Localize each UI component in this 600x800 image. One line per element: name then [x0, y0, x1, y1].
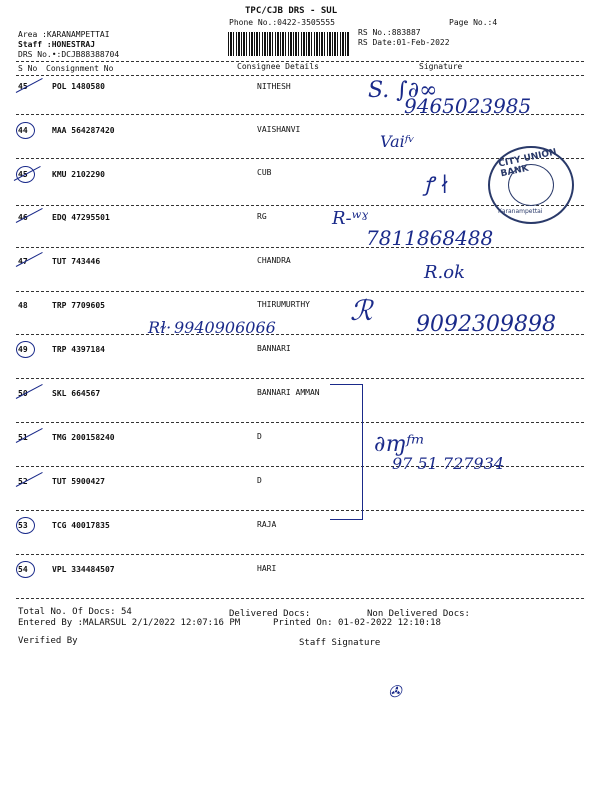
- row-consignment: TMG 200158240: [52, 433, 115, 442]
- delivered-docs: Delivered Docs:: [229, 609, 311, 619]
- handwritten-signature: S. ∫∂∞: [368, 78, 438, 103]
- row-consignee: BANNARI AMMAN: [257, 388, 320, 397]
- row-sno: 50: [18, 389, 28, 398]
- phone-number: Phone No.:0422-3505555: [229, 18, 335, 27]
- handwritten-signature: Vaiᶠᵛ: [380, 132, 415, 151]
- row-consignment: MAA 564287420: [52, 126, 115, 135]
- pen-circle-mark: [16, 517, 35, 534]
- total-docs: Total No. Of Docs: 54: [18, 607, 132, 617]
- barcode: [228, 32, 350, 56]
- row-consignee: NITHESH: [257, 82, 291, 91]
- row-sno: 48: [18, 301, 28, 310]
- pen-circle-mark: [16, 561, 35, 578]
- handwritten-signature: ℛ: [350, 294, 373, 327]
- row-consignee: RAJA: [257, 520, 277, 529]
- row-divider: [16, 247, 584, 248]
- row-consignee: VAISHANVI: [257, 125, 301, 134]
- handwritten-phone: 97 51 727934: [392, 454, 504, 473]
- row-sno: 45: [18, 82, 28, 91]
- col-consignment: Consignment No: [46, 64, 114, 73]
- row-consignment: TUT 5900427: [52, 477, 105, 486]
- page-number: Page No.:4: [449, 18, 498, 27]
- handwritten-phone: 9940906066: [174, 318, 276, 337]
- handwritten-initials: R.ok: [424, 262, 466, 283]
- row-consignment: SKL 664567: [52, 389, 101, 398]
- stamp-bank-name: CITY UNION BANK: [497, 147, 558, 180]
- row-divider: [16, 291, 584, 292]
- col-consignee: Consignee Details: [237, 62, 319, 71]
- row-consignment: TRP 4397184: [52, 345, 105, 354]
- pen-bracket-mark: [330, 384, 363, 520]
- row-consignment: TUT 743446: [52, 257, 101, 266]
- row-consignee: CUB: [257, 168, 272, 177]
- row-sno: 47: [18, 257, 28, 266]
- stamp-emblem: [508, 164, 554, 206]
- row-sno: 52: [18, 477, 28, 486]
- row-sno: 44: [18, 126, 28, 135]
- pen-circle-mark: [16, 341, 35, 358]
- handwritten-signature: ∂ɱᶠᵐ: [374, 432, 425, 457]
- stamp-branch: Karanampettai: [498, 208, 543, 215]
- non-delivered-docs: Non Delivered Docs:: [367, 609, 470, 619]
- row-divider: [16, 510, 584, 511]
- row-sno: 46: [18, 213, 28, 222]
- row-consignment: VPL 334484507: [52, 565, 115, 574]
- staff-label: Staff :HONESTRAJ: [18, 40, 96, 49]
- row-consignment: KMU 2102290: [52, 170, 105, 179]
- row-sno: 45: [18, 170, 28, 179]
- handwritten-signature: Rɫ·: [148, 318, 172, 337]
- row-consignee: D: [257, 476, 262, 485]
- row-divider: [16, 422, 584, 423]
- row-consignee: HARI: [257, 564, 277, 573]
- doc-title: TPC/CJB DRS - SUL: [245, 6, 338, 16]
- header-rule-bottom: [16, 75, 584, 76]
- rs-number: RS No.:883887: [358, 28, 421, 37]
- area-label: Area :KARANAMPETTAI: [18, 30, 110, 39]
- handwritten-phone: 7811868488: [366, 226, 494, 250]
- handwritten-phone: 9092309898: [416, 312, 556, 337]
- entered-by: Entered By :MALARSUL 2/1/2022 12:07:16 PM: [18, 618, 241, 628]
- printed-on: Printed On: 01-02-2022 12:10:18: [273, 618, 441, 628]
- row-sno: 53: [18, 521, 28, 530]
- row-consignee: THIRUMURTHY: [257, 300, 310, 309]
- handwritten-phone: 9465023985: [404, 94, 532, 118]
- row-divider: [16, 378, 584, 379]
- handwritten-signature: ꝭ ∤: [424, 172, 450, 196]
- pen-circle-mark: [16, 122, 35, 139]
- row-consignment: POL 1480580: [52, 82, 105, 91]
- drs-number: DRS No.•:DCJB88388704: [18, 50, 120, 59]
- row-sno: 49: [18, 345, 28, 354]
- rs-date: RS Date:01-Feb-2022: [358, 38, 450, 47]
- col-signature: Signature: [419, 62, 463, 71]
- row-consignee: BANNARI: [257, 344, 291, 353]
- row-consignment: TRP 7709605: [52, 301, 105, 310]
- bank-stamp: [488, 146, 574, 224]
- verified-by: Verified By: [18, 636, 78, 646]
- row-consignment: TCG 40017835: [52, 521, 110, 530]
- handwritten-signature: R-ʷˠ: [332, 208, 369, 229]
- col-sno: S No: [18, 64, 38, 73]
- row-sno: 54: [18, 565, 28, 574]
- row-divider: [16, 554, 584, 555]
- row-consignee: RG: [257, 212, 267, 221]
- row-divider: [16, 598, 584, 599]
- handwritten-mark: ✇: [388, 682, 402, 701]
- row-consignment: EDQ 47295501: [52, 213, 110, 222]
- row-consignee: CHANDRA: [257, 256, 291, 265]
- row-consignee: D: [257, 432, 262, 441]
- staff-signature: Staff Signature: [299, 638, 381, 648]
- row-sno: 51: [18, 433, 28, 442]
